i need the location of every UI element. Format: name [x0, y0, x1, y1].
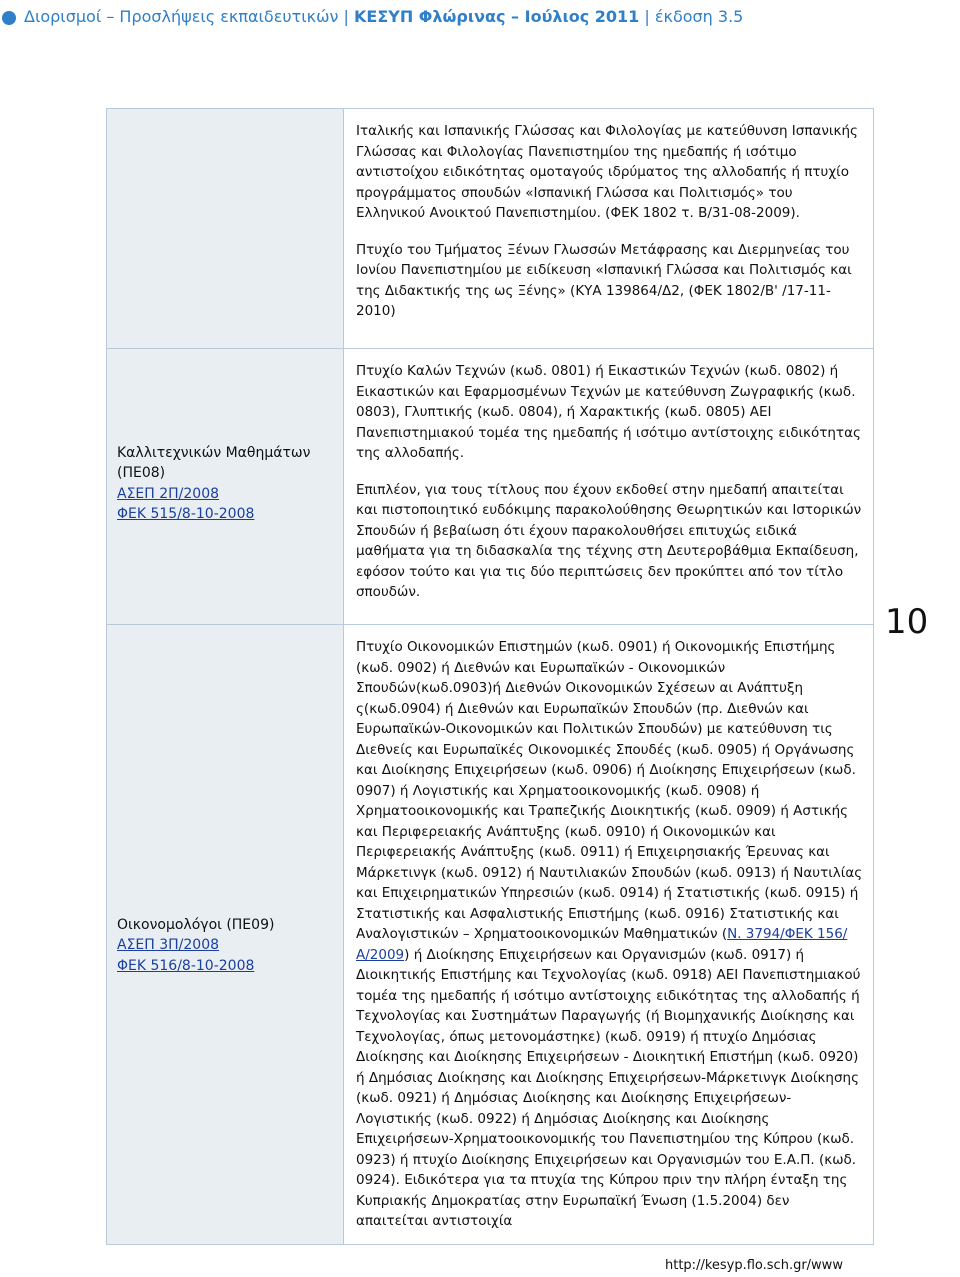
- specialty-title: Καλλιτεχνικών Μαθημάτων (ΠΕ08): [117, 444, 311, 481]
- law-link[interactable]: Ν. 3794/ΦΕΚ 156/Α/2009: [356, 926, 848, 963]
- header-text: Διορισμοί – Προσλήψεις εκπαιδευτικών | ΚΕΣΥΠ Φλώρινας – Ιούλιος 2011 | έκδοση 3.5: [24, 7, 744, 26]
- right-cell: [344, 109, 874, 349]
- table-row: [107, 109, 874, 349]
- right-cell: [344, 349, 874, 625]
- page-header: [0, 5, 960, 29]
- bullet-dot-icon: [2, 11, 16, 25]
- left-cell-specialty: [107, 625, 344, 1245]
- left-cell-empty: [107, 109, 344, 349]
- specialties-table: [106, 108, 874, 1245]
- fek-link[interactable]: ΦΕΚ 515/8-10-2008: [117, 506, 255, 522]
- table-row: [107, 625, 874, 1245]
- page-number: 10: [885, 602, 929, 642]
- table-row: [107, 349, 874, 625]
- asep-link[interactable]: ΑΣΕΠ 2Π/2008: [117, 485, 220, 502]
- right-cell: [344, 625, 874, 1245]
- left-cell-specialty: [107, 349, 344, 625]
- qualification-paragraph: Επιπλέον, για τους τίτλους που έχουν εκδοθεί στην ημεδαπή απαιτείται και πιστοποιητικό ευδόκιμης παρακολούθησης Θεωρητικών και Ιστορικών Σπουδών ή βεβαίωση ότι έχουν παρακολουθήσει επιτυχώς ειδικά μαθήματα για τη διδασκαλία της τέχνης στη Δευτεροβάθμια Εκπαίδευση, εφόσον τούτο και για τις δύο περιπτώσεις δεν προκύπτει από τον τίτλο σπουδών.: [356, 481, 862, 600]
- qualification-paragraph: Πτυχίο Οικονομικών Επιστημών (κωδ. 0901) ή Οικονομικής Επιστήμης (κωδ. 0902) ή Διεθνών και Ευρωπαϊκών - Οικονομικών Σπουδών(κωδ.0903)ή Διεθνών Οικονομικών Σχέσεων αι Ανάπτυξη ς(κωδ.0904) ή Διεθνών και Ευρωπαϊκών Σπουδών (πρ. Διεθνών και Ευρωπαϊκών-Οικονομικών και Πολιτικών Σπουδών) με κατεύθυνση τις Διεθνείς και Ευρωπαϊκές Οικονομικές Σπουδές (κωδ. 0905) ή Οργάνωσης και Διοίκησης Επιχειρήσεων (κωδ. 0906) ή Διοίκησης Επιχειρήσεων (κωδ. 0907) ή Λογιστικής και Χρηματοοικονομικής (κωδ. 0908) ή Χρηματοοικονομικής και Τραπεζικής Διοικητικής (κωδ. 0909) ή Αστικής και Περιφερειακής Ανάπτυξης (κωδ. 0910) ή Οικονομικών και Περιφερειακής Ανάπτυξης (κωδ. 0911) ή Επιχειρησιακής Έρευνας και Μάρκετινγκ (κωδ. 0912) ή Ναυτιλιακών Σπουδών (κωδ. 0913) ή Ναυτιλίας και Επιχειρηματικών Υπηρεσιών (κωδ. 0914) ή Στατιστικής (κωδ. 0915) ή Στατιστικής και Ασφαλιστικής Επιστήμης (κωδ. 0916) Στατιστικής και Αναλογιστικών – Χρηματοοικονομικών Μαθηματικών (Ν. 3794/ΦΕΚ 156/Α/2009) ή Διοίκησης Επιχειρήσεων και Οργανισμών (κωδ. 0917) ή Διοικητικής Επιστήμης και Τεχνολογίας (κωδ. 0918) ΑΕΙ Πανεπιστημιακού τομέα της ημεδαπής ή ισότιμο αντίστοιχης ειδικότητας της αλλοδαπής ή Τεχνολογίας και Συστημάτων Παραγωγής (ή Βιομηχανικής Διοίκησης και Τεχνολογίας, όπως μετονομάστηκε) (κωδ. 0919) ή πτυχίο Δημόσιας Διοίκησης και Διοίκησης Επιχειρήσεων - Διοικητική Επιστήμη (κωδ. 0920) ή Δημόσιας Διοίκησης και Διοίκησης Επιχειρήσεων-Μάρκετινγκ Διοίκησης (κωδ. 0921) ή Δημόσιας Διοίκησης και Διοίκησης Επιχειρήσεων-Λογιστικής (κωδ. 0922) ή Δημόσιας Διοίκησης και Διοίκησης Επιχειρήσεων-Χρηματοοικονομικής του Πανεπιστημίου της Κύπρου (κωδ. 0923) ή πτυχίο Διοίκησης Επιχειρήσεων και Οργανισμών του Ε.Α.Π. (κωδ. 0924). Ειδικότερα για τα πτυχία της Κύπρου πριν την πλήρη ένταξη της Κυπριακής Δημοκρατίας στην Ευρωπαϊκή Ένωση (1.5.2004) δεν απαιτείται αντιστοιχία: [356, 639, 863, 1229]
- footer-url[interactable]: http://kesyp.flo.sch.gr/www: [665, 1258, 843, 1273]
- qualification-paragraph: Πτυχίο Καλών Τεχνών (κωδ. 0801) ή Εικαστικών Τεχνών (κωδ. 0802) ή Εικαστικών και Εφαρμοσμένων Τεχνών με κατεύθυνση Ζωγραφικής (κωδ. 0803), Γλυπτικής (κωδ. 0804), ή Χαρακτικής (κωδ. 0805) ΑΕΙ Πανεπιστημιακού τομέα της ημεδαπής ή ισότιμο αντίστοιχης ειδικότητας της αλλοδαπής.: [356, 363, 861, 461]
- specialty-title: Οικονομολόγοι (ΠΕ09): [117, 916, 275, 933]
- fek-link[interactable]: ΦΕΚ 516/8-10-2008: [117, 957, 255, 974]
- qualification-paragraph: Ιταλικής και Ισπανικής Γλώσσας και Φιλολογίας με κατεύθυνση Ισπανικής Γλώσσας και Φιλολογίας Πανεπιστημίου της ημεδαπής ή ισότιμο αντιστοίχου ειδικότητας ομοταγούς ιδρύματος της αλλοδαπής ή πτυχίο προγράμματος σπουδών «Ισπανική Γλώσσα και Πολιτισμός» του Ελληνικού Ανοικτού Πανεπιστημίου. (ΦΕΚ 1802 τ. Β/31-08-2009).: [356, 123, 858, 221]
- qualification-paragraph: Πτυχίο του Τμήματος Ξένων Γλωσσών Μετάφρασης και Διερμηνείας του Ιονίου Πανεπιστημίου με ειδίκευση «Ισπανική Γλώσσα και Πολιτισμός και της Διδακτικής της ως Ξένης» (ΚΥΑ 139864/Δ2, (ΦΕΚ 1802/Β' /17-11-2010): [356, 241, 852, 319]
- asep-link[interactable]: ΑΣΕΠ 3Π/2008: [117, 937, 220, 953]
